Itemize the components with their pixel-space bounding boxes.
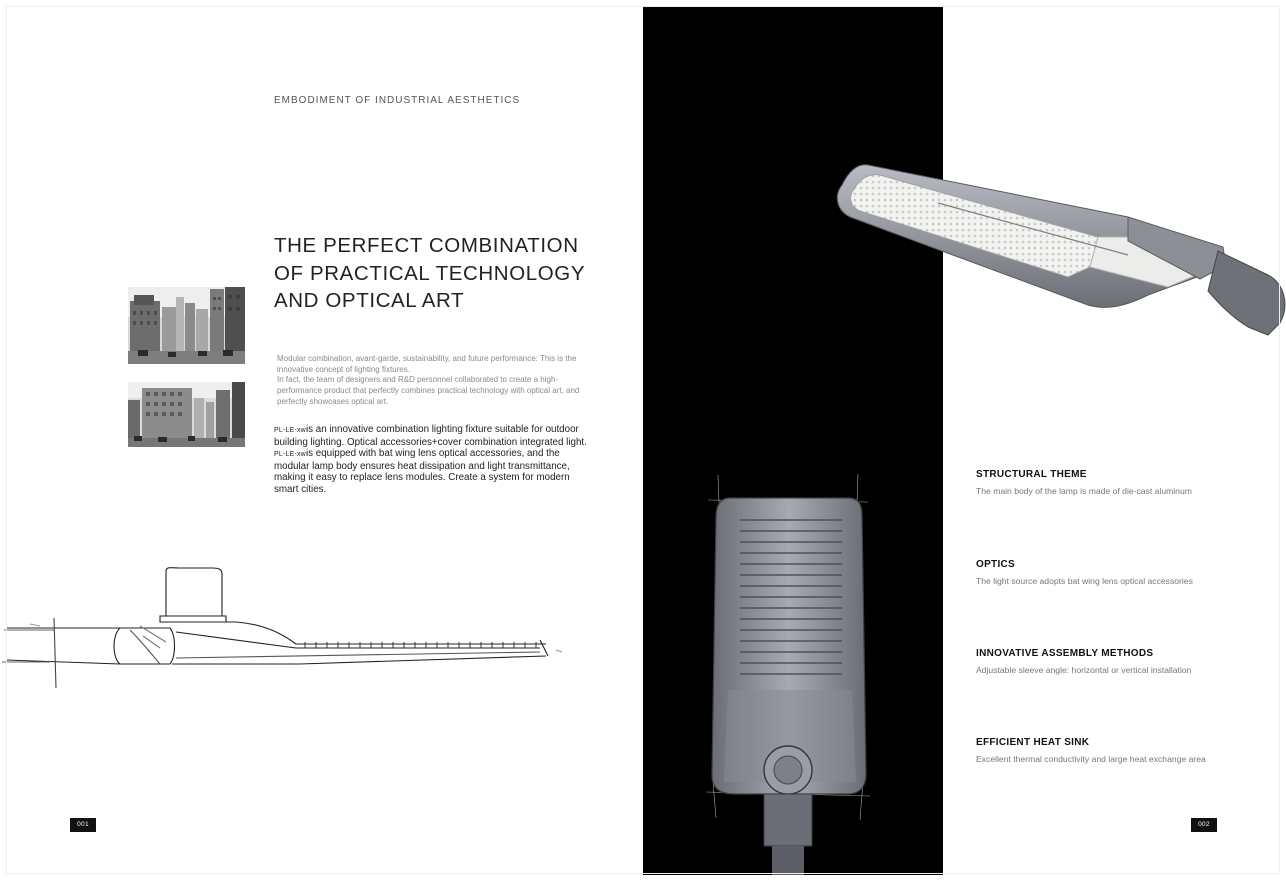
feature-description: The main body of the lamp is made of die-cast aluminum xyxy=(976,486,1192,496)
feature-description: The light source adopts bat wing lens optical accessories xyxy=(976,576,1193,586)
right-page xyxy=(643,0,1286,881)
intro-text-2: In fact, the team of designers and R&D personnel collaborated to create a high-performance product that perfectly combines practical technology with optical art, and perfectly showcases optical art. xyxy=(277,375,580,406)
lamp-side-sketch xyxy=(0,560,600,700)
headline xyxy=(274,232,604,315)
feature-description: Adjustable sleeve angle: horizontal or vertical installation xyxy=(976,665,1192,675)
city-photo-street xyxy=(128,287,245,364)
headline-line-2: OF PRACTICAL TECHNOLOGY xyxy=(274,261,586,285)
body-text-1: is an innovative combination lighting fixture suitable for outdoor building lighting. Optical accessories+cover combination integrated light. xyxy=(274,424,587,448)
city-photo-avenue xyxy=(128,382,245,447)
street-light-render-angled xyxy=(828,155,1286,345)
intro-text-1: Modular combination, avant-garde, sustainability, and future performance: This is the innovative concept of lighting fixtures. xyxy=(277,354,577,374)
body-sentence-2 xyxy=(274,448,594,495)
feature-optics xyxy=(976,559,1276,586)
headline-line-3: AND OPTICAL ART xyxy=(274,289,465,312)
headline-line-1: THE PERFECT COMBINATION xyxy=(274,234,579,257)
feature-title: STRUCTURAL THEME xyxy=(976,469,1087,480)
feature-heat-sink xyxy=(976,737,1276,764)
model-code: PL-LE-xw xyxy=(274,451,306,459)
street-light-render-top-view xyxy=(698,470,878,875)
body-paragraph xyxy=(274,424,594,496)
model-code: PL-LE-xw xyxy=(274,427,306,434)
eyebrow-title: EMBODIMENT OF INDUSTRIAL AESTHETICS xyxy=(274,95,521,106)
feature-title: OPTICS xyxy=(976,559,1016,570)
feature-structural-theme xyxy=(976,469,1276,496)
feature-title: INNOVATIVE ASSEMBLY METHODS xyxy=(976,648,1154,659)
page-number-right: 002 xyxy=(1191,818,1217,832)
feature-title: EFFICIENT HEAT SINK xyxy=(976,737,1090,748)
page-number-left: 001 xyxy=(70,818,96,832)
feature-description: Excellent thermal conductivity and large heat exchange area xyxy=(976,754,1206,764)
feature-assembly-methods xyxy=(976,648,1276,675)
intro-paragraph xyxy=(277,354,587,408)
body-sentence-1 xyxy=(274,424,594,448)
body-text-2: is equipped with bat wing lens optical accessories, and the modular lamp body ensures heat dissipation and light transmittance, making it easy to replace lens modules. Create a system for modern smart cities. xyxy=(274,448,570,495)
